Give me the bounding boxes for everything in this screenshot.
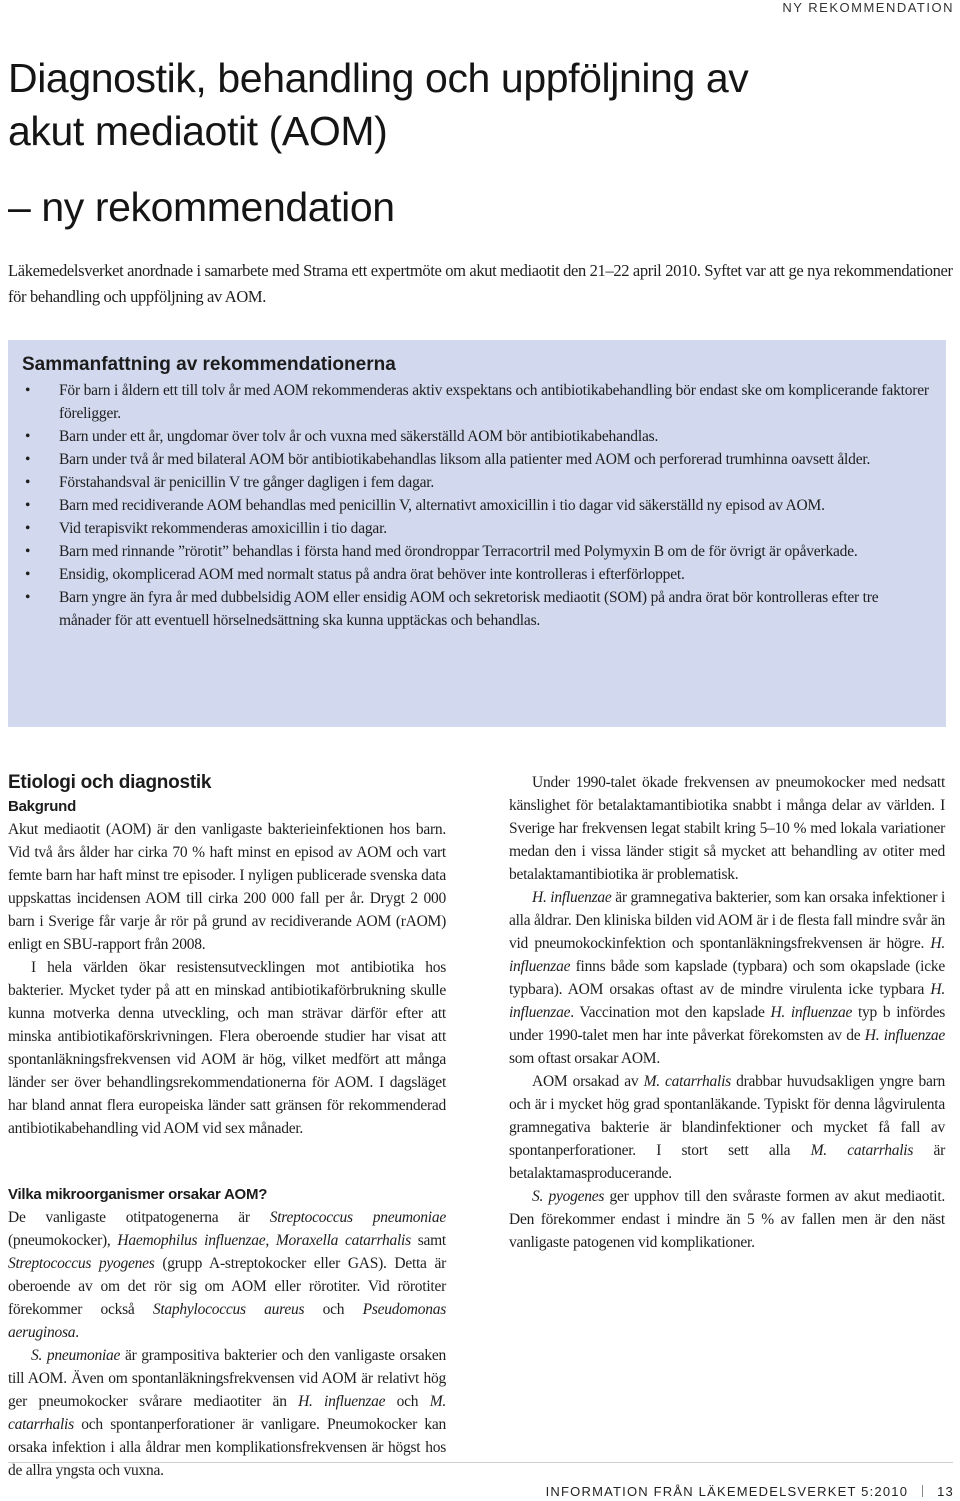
body-paragraph: Under 1990-talet ökade frekvensen av pneumokocker med nedsatt känslighet för betalaktamantibiotika snabbt i många delar av världen. I Sverige har frekvensen legat stabilt kring 5–10 % med lokala variationer medan den i vissa länder stigit så mycket att behandling av otiter med betalaktamantibiotika är problematisk. (509, 774, 945, 883)
body-paragraph: I hela världen ökar resistensutvecklingen mot antibiotika hos bakterier. Mycket tyder på att en minskad antibiotikaförbrukning skulle kunna motverka denna utveckling, och man strävar därför efter att minska antibiotikaförskrivningen. Flera oberoende studier har visat att spontanläkningsfrekvensen vid AOM är hög, vilket medfört att många länder ser över behandlingsrekommendationerna för AOM. I dagsläget har bland annat flera europeiska länder satt gränsen för rekommenderad antibiotikabehandling vid AOM vid sex månader. (8, 959, 446, 1137)
right-column (509, 771, 945, 1254)
summary-item-text: Förstahandsval är penicillin V tre gånger dagligen i fem dagar. (59, 474, 435, 491)
summary-item (22, 563, 932, 586)
body-paragraph: S. pyogenes ger upphov till den svåraste formen av akut mediaotit. Den förekommer endast i mindre än 5 % av fallen men är den näst vanligaste patogenen vid komplikationer. (509, 1188, 946, 1251)
summary-item-text: Barn under två år med bilateral AOM bör antibiotikabehandlas liksom alla patienter med AOM och perforerad trumhinna oavsett ålder. (59, 451, 871, 468)
publication-name: INFORMATION FRÅN LÄKEMEDELSVERKET 5:2010 (545, 1484, 909, 1499)
summary-list (22, 379, 932, 632)
summary-item-text: Ensidig, okomplicerad AOM med normalt status på andra örat behöver inte kontrolleras i efterförloppet. (59, 566, 685, 583)
subheading-microbes: Vilka mikroorganismer orsakar AOM? (8, 1186, 268, 1203)
summary-item-text: Barn med rinnande ”rörotit” behandlas i första hand med örondroppar Terracortril med Polymyxin B om de för övrigt är opåverkade. (59, 543, 858, 560)
body-paragraph: Akut mediaotit (AOM) är den vanligaste bakterieinfektionen hos barn. Vid två års ålder har cirka 70 % haft minst en episod av AOM och vart femte barn har haft minst tre episoder. I nyligen publicerade svenska data uppskattas incidensen AOM till cirka 200 000 fall per år. Drygt 2 000 barn i Sverige får varje år rör på grund av recidiverande AOM (rAOM) enligt en SBU-rapport från 2008. (8, 821, 446, 953)
bullet: • (25, 520, 31, 537)
summary-item-text: För barn i åldern ett till tolv år med AOM rekommenderas aktiv exspektans och antibiotikabehandling bör endast ske om komplicerande faktorer föreligger. (59, 382, 929, 422)
section-label: NY REKOMMENDATION (782, 0, 954, 15)
page-number: 13 (937, 1484, 954, 1499)
footer-separator (922, 1485, 923, 1497)
body-paragraph: H. influenzae är gramnegativa bakterier, som kan orsaka infektioner i alla åldrar. Den kliniska bilden vid AOM är i de flesta fall mindre svår än vid pneumokockinfektion och spontanläkningsfrekvensen är högre. H. influenzae finns både som kapslade (typbara) och som okapslade (icke typbara). AOM orsakas oftast av de mindre virulenta icke typbara H. influenzae. Vaccination mot den kapslade H. influenzae typ b infördes under 1990-talet men har inte påverkat förekomsten av de H. influenzae som oftast orsakar AOM. (509, 889, 946, 1067)
summary-item (22, 425, 932, 448)
summary-heading: Sammanfattning av rekommendationerna (22, 354, 396, 375)
page-title (8, 52, 953, 234)
summary-item (22, 540, 932, 563)
bullet: • (25, 382, 31, 399)
summary-item-text: Barn yngre än fyra år med dubbelsidig AOM eller ensidig AOM och sekretorisk mediaotit (SOM) på andra örat bör kontrolleras efter tre månader för att eventuell hörselnedsättning ska kunna upptäckas och behandlas. (59, 589, 879, 629)
bullet: • (25, 451, 31, 468)
left-column (8, 770, 446, 1482)
section-heading: Etiologi och diagnostik (8, 772, 212, 793)
intro-paragraph: Läkemedelsverket anordnade i samarbete med Strama ett expertmöte om akut mediaotit den 21–22 april 2010. Syftet var att ge nya rekommendationer för behandling och uppföljning av AOM. (8, 261, 953, 306)
summary-item-text: Vid terapisvikt rekommenderas amoxicillin i tio dagar. (59, 520, 387, 537)
body-paragraph: De vanligaste otitpatogenerna är Streptococcus pneumoniae (pneumokocker), Haemophilus influenzae, Moraxella catarrhalis samt Streptococcus pyogenes (grupp A-streptokocker eller GAS). Detta är oberoende av om det rör sig om AOM eller rörotiter. Vid rörotiter förekommer också Staphylococcus aureus och Pseudomonas aeruginosa. (8, 1209, 446, 1341)
bullet: • (25, 474, 31, 491)
title-line-2: akut mediaotit (AOM) (8, 108, 388, 154)
bullet: • (25, 497, 31, 514)
body-paragraph: AOM orsakad av M. catarrhalis drabbar huvudsakligen yngre barn och är i mycket hög grad spontanläkande. Typiskt för denna lågvirulenta gramnegativa bakterie är blandinfektioner och mycket få fall av spontanperforationer. I stort sett alla M. catarrhalis är betalaktamasproducerande. (509, 1073, 945, 1182)
summary-item (22, 586, 932, 632)
summary-item (22, 379, 932, 425)
summary-item (22, 494, 932, 517)
summary-item (22, 471, 932, 494)
subheading-background: Bakgrund (8, 798, 77, 815)
summary-item (22, 448, 932, 471)
page-footer (546, 1484, 954, 1499)
summary-box (8, 340, 946, 727)
bullet: • (25, 589, 31, 606)
footer-divider (8, 1462, 953, 1463)
title-line-3: – ny rekommendation (8, 184, 395, 230)
title-line-1: Diagnostik, behandling och uppföljning av (8, 55, 749, 101)
summary-item (22, 517, 932, 540)
bullet: • (25, 543, 31, 560)
bullet: • (25, 428, 31, 445)
summary-item-text: Barn under ett år, ungdomar över tolv år och vuxna med säkerställd AOM bör antibiotikabehandlas. (59, 428, 659, 445)
summary-item-text: Barn med recidiverande AOM behandlas med penicillin V, alternativt amoxicillin i tio dagar vid säkerställd ny episod av AOM. (59, 497, 825, 514)
body-paragraph: S. pneumoniae är grampositiva bakterier och den vanligaste orsaken till AOM. Även om spontanläkningsfrekvensen vid AOM är relativt hög ger pneumokocker svårare mediaotiter än H. influenzae och M. catarrhalis och spontanperforationer är vanligare. Pneumokocker kan orsaka infektion i alla åldrar men komplikationsfrekvensen är högst hos de allra yngsta och vuxna. (8, 1347, 447, 1479)
bullet: • (25, 566, 31, 583)
